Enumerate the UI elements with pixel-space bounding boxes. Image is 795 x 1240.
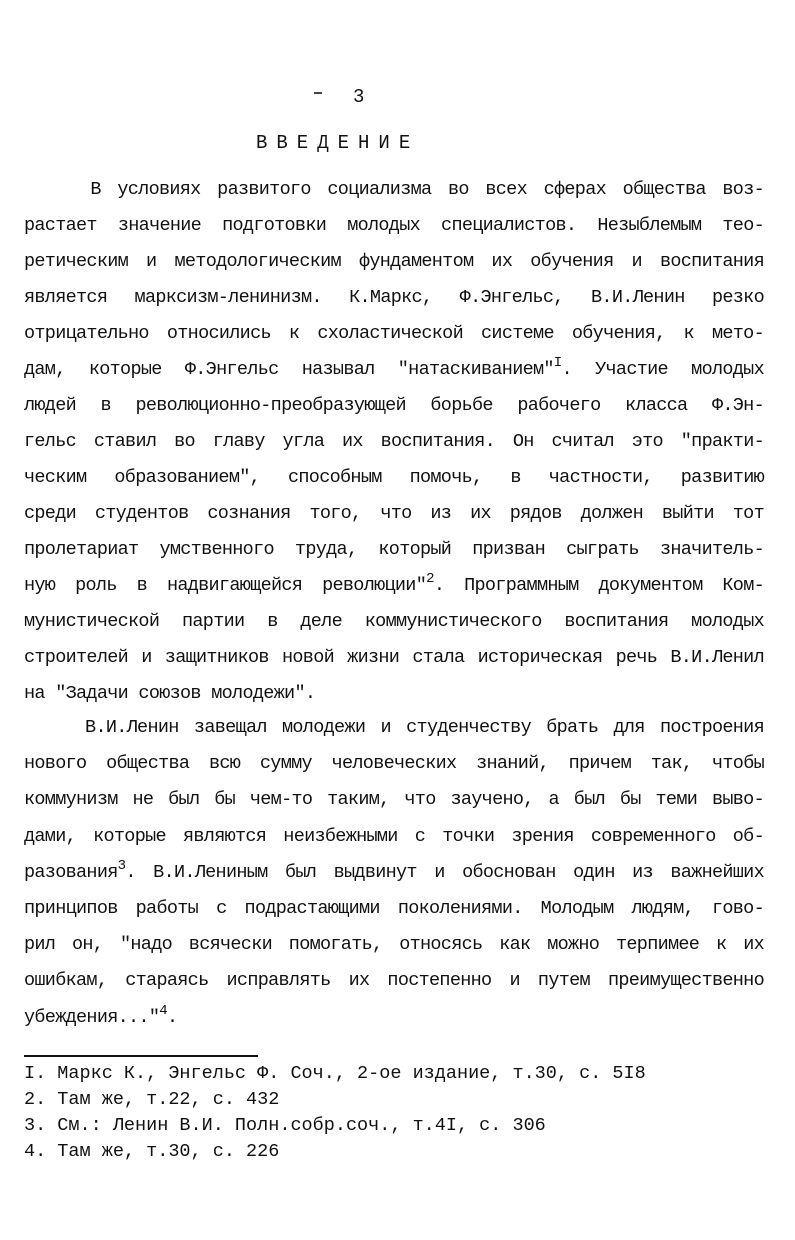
- line-text: ную роль в надвигающейся революции": [24, 575, 427, 596]
- text-line: [24, 897, 764, 921]
- line-text: . Участие молодых: [561, 359, 764, 380]
- line-text: убеждения...": [24, 1006, 160, 1028]
- line-text: ческим образованием", способным помочь, в частности, развитию: [24, 467, 764, 488]
- text-line: [24, 857, 764, 885]
- stray-mark: [314, 92, 322, 94]
- footnote: 3. См.: Ленин В.И. Полн.собр.соч., т.4I, с. 306: [24, 1115, 546, 1136]
- footnote-divider: [24, 1055, 258, 1057]
- line-text: пролетариат умственного труда, который призван сыграть значитель-: [24, 539, 764, 560]
- text-line: [24, 646, 764, 670]
- text-line: [24, 502, 764, 526]
- text-line: [24, 214, 764, 238]
- line-text: рил он, "надо всячески помогать, относясь как можно терпимее к их: [24, 934, 764, 956]
- text-line: [24, 571, 764, 598]
- text-line: [24, 716, 764, 740]
- line-text: коммунизм не был бы чем-то таким, что заучено, а был бы теми выво-: [24, 789, 764, 811]
- line-text: дам, которые Ф.Энгельс называл "натаскиванием": [24, 359, 554, 380]
- footnote-ref: 4: [159, 1002, 167, 1019]
- line-text: ретическим и методологическим фундаментом их обучения и воспитания: [24, 251, 764, 272]
- line-text: .: [166, 1006, 178, 1028]
- line-text: дами, которые являются неизбежными с точки зрения современного об-: [24, 825, 764, 847]
- text-line: [24, 355, 764, 382]
- line-text: гельс ставил во главу угла их воспитания. Он считал это "практи-: [24, 431, 764, 452]
- line-text: В условиях развитого социализма во всех сферах общества воз-: [24, 179, 764, 200]
- text-line: [24, 322, 764, 346]
- line-text: нового общества всю сумму человеческих знаний, причем так, чтобы: [24, 753, 764, 775]
- text-line: [24, 538, 764, 562]
- footnote: 4. Там же, т.30, с. 226: [24, 1141, 280, 1162]
- line-text: среди студентов сознания того, что из их рядов должен выйти тот: [24, 503, 764, 524]
- text-line: [24, 466, 764, 490]
- text-line: [24, 933, 764, 957]
- line-text: . Программным документом Ком-: [433, 575, 764, 596]
- line-text: разования: [24, 861, 118, 883]
- footnote-ref: 2: [426, 571, 434, 587]
- line-text: . В.И.Лениным был выдвинут и обоснован один из важнейших: [125, 861, 764, 883]
- footnote-ref: I: [553, 355, 562, 371]
- text-line: [24, 610, 764, 634]
- line-text: принципов работы с подрастающими поколениями. Молодым людям, гово-: [24, 898, 764, 919]
- text-line: [24, 752, 764, 776]
- text-line: [24, 286, 764, 310]
- text-line: [24, 394, 764, 418]
- text-line: [24, 250, 764, 274]
- line-text: растает значение подготовки молодых специалистов. Незыблемым тео-: [24, 215, 764, 236]
- page-title: ВВЕДЕНИЕ: [256, 132, 420, 154]
- text-line: [24, 682, 764, 706]
- line-text: людей в революционно-преобразующей борьбе рабочего класса Ф.Эн-: [24, 395, 764, 416]
- line-text: ошибкам, стараясь исправлять их постепенно и путем преимущественно: [24, 970, 764, 992]
- text-line: [24, 178, 764, 202]
- text-line: [24, 969, 764, 993]
- line-text: строителей и защитников новой жизни стала историческая речь В.И.Ленил: [24, 647, 764, 668]
- text-line: [24, 430, 764, 454]
- line-text: является марксизм-ленинизм. К.Маркс, Ф.Энгельс, В.И.Ленин резко: [24, 287, 764, 308]
- line-text: В.И.Ленин завещал молодежи и студенчеству брать для построения: [24, 717, 764, 738]
- line-text: на "Задачи союзов молодежи".: [24, 683, 316, 704]
- footnote: 2. Там же, т.22, с. 432: [24, 1089, 280, 1110]
- line-text: мунистической партии в деле коммунистического воспитания молодых: [24, 611, 764, 632]
- footnote-ref: 3: [117, 857, 126, 874]
- text-line: [24, 825, 764, 849]
- text-line: [24, 1002, 764, 1030]
- line-text: отрицательно относились к схоластической системе обучения, к мето-: [24, 323, 764, 344]
- footnote: I. Маркс К., Энгельс Ф. Соч., 2-ое издание, т.30, с. 5I8: [24, 1063, 646, 1084]
- text-line: [24, 788, 764, 812]
- page-number: 3: [353, 86, 365, 108]
